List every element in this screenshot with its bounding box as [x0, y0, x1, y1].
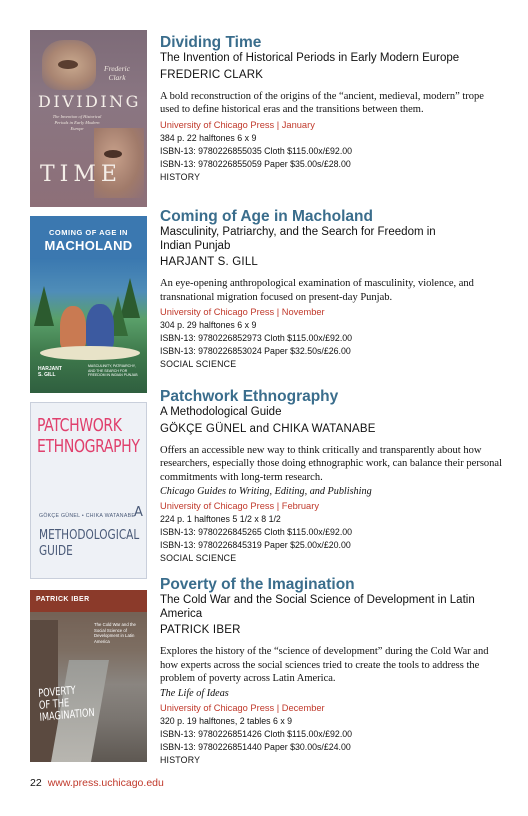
- cover-author: Frederic Clark: [104, 64, 130, 82]
- isbn-cloth: ISBN-13: 9780226852973 Cloth $115.00x/£92.00: [160, 333, 353, 343]
- book-subtitle: The Invention of Historical Periods in Early Modern Europe: [160, 52, 460, 64]
- cover-title: METHODOLOGICAL GUIDE: [39, 527, 140, 559]
- cover-art: [58, 60, 78, 69]
- cover-art: [34, 286, 54, 326]
- book-title[interactable]: Patchwork Ethnography: [160, 388, 339, 405]
- cover-title: POVERTY OF THE IMAGINATION: [37, 683, 95, 724]
- website-link[interactable]: www.press.uchicago.edu: [47, 777, 164, 789]
- book-cover[interactable]: [30, 402, 147, 579]
- cover-subtitle: MASCULINITY, PATRIARCHY, AND THE SEARCH FOR FREEDOM IN INDIAN PUNJAB: [88, 364, 138, 377]
- book-specs: 384 p. 22 halftones 6 x 9: [160, 132, 257, 143]
- cover-title: A: [134, 505, 143, 520]
- cover-author: GÖKÇE GÜNEL • CHIKA WATANABE: [39, 513, 136, 519]
- book-author: PATRICK IBER: [160, 624, 241, 636]
- subject-category: SOCIAL SCIENCE: [160, 553, 237, 563]
- book-info: [160, 576, 505, 767]
- book-description: An eye-opening anthropological examination of masculinity, violence, and transnational migration focused on present-day Punjab.: [160, 278, 474, 303]
- book-title[interactable]: Poverty of the Imagination: [160, 576, 355, 593]
- cover-title: TIME: [40, 162, 122, 187]
- book-cover[interactable]: [30, 590, 147, 762]
- book-specs: 320 p. 19 halftones, 2 tables 6 x 9: [160, 715, 293, 726]
- cover-title: COMING OF AGE IN: [49, 228, 128, 237]
- book-specs: 224 p. 1 halftones 5 1/2 x 8 1/2: [160, 514, 281, 524]
- subject-category: SOCIAL SCIENCE: [160, 359, 237, 369]
- isbn-paper: ISBN-13: 9780226851440 Paper $30.00s/£24.00: [160, 741, 351, 752]
- cover-author: PATRICK IBER: [36, 596, 90, 603]
- cover-art: [104, 150, 122, 158]
- isbn-paper: ISBN-13: 9780226855059 Paper $35.00s/£28.00: [160, 158, 351, 169]
- book-description: Explores the history of the “science of development” during the Cold War and how experts across the social sciences tried to create the tools to address the problem of poverty across Latin America.: [160, 646, 489, 684]
- book-cover[interactable]: [30, 216, 147, 393]
- book-subtitle: The Cold War and the Social Science of Development in Latin America: [160, 594, 475, 620]
- cover-title: PATCHWORK ETHNOGRAPHY: [37, 415, 140, 457]
- book-cover[interactable]: [30, 30, 147, 207]
- book-subtitle: Masculinity, Patriarchy, and the Search for Freedom in Indian Punjab: [160, 226, 436, 252]
- subject-category: HISTORY: [160, 171, 201, 182]
- book-info: [160, 388, 505, 565]
- book-author: FREDERIC CLARK: [160, 68, 264, 81]
- publisher-date: University of Chicago Press | February: [160, 501, 319, 511]
- book-info: [160, 34, 505, 184]
- cover-subtitle: The Cold War and the Social Science of Development in Latin America: [94, 622, 136, 644]
- book-description: Offers an accessible new way to think critically and transparently about how researchers, especially those doing ethnographic work, can balance their personal commitments with long-term research.: [160, 444, 502, 483]
- page-footer: [30, 776, 164, 790]
- book-subtitle: A Methodological Guide: [160, 406, 282, 418]
- publisher-date: University of Chicago Press | January: [160, 119, 315, 130]
- publisher-date: University of Chicago Press | November: [160, 307, 325, 317]
- cover-art: [86, 304, 114, 350]
- isbn-cloth: ISBN-13: 9780226855035 Cloth $115.00x/£92.00: [160, 145, 353, 156]
- book-info: [160, 208, 505, 371]
- book-series: Chicago Guides to Writing, Editing, and Publishing: [160, 486, 372, 497]
- book-title[interactable]: Coming of Age in Macholand: [160, 208, 373, 225]
- book-author: HARJANT S. GILL: [160, 256, 259, 268]
- publisher-date: University of Chicago Press | December: [160, 702, 325, 713]
- subject-category: HISTORY: [160, 754, 201, 765]
- isbn-cloth: ISBN-13: 9780226845265 Cloth $115.00x/£92.00: [160, 527, 353, 537]
- book-description: A bold reconstruction of the origins of the “ancient, medieval, modern” trope used to define historical eras and the transitions between them.: [160, 90, 484, 115]
- isbn-cloth: ISBN-13: 9780226851426 Cloth $115.00x/£92.00: [160, 728, 353, 739]
- cover-author: HARJANT S. GILL: [38, 366, 62, 378]
- cover-art: [40, 346, 140, 360]
- page-number: 22: [30, 777, 42, 789]
- cover-art: [60, 306, 86, 350]
- book-series: The Life of Ideas: [160, 687, 229, 699]
- cover-title: DIVIDING: [38, 92, 141, 111]
- cover-subtitle: The Invention of Historical Periods in Early Modern Europe: [52, 114, 102, 131]
- isbn-paper: ISBN-13: 9780226845319 Paper $25.00x/£20.00: [160, 540, 351, 550]
- book-specs: 304 p. 29 halftones 6 x 9: [160, 320, 257, 330]
- isbn-paper: ISBN-13: 9780226853024 Paper $32.50s/£26.00: [160, 346, 351, 356]
- book-author: GÖKÇE GÜNEL and CHIKA WATANABE: [160, 422, 376, 435]
- cover-title: MACHOLAND: [44, 238, 133, 253]
- book-title[interactable]: Dividing Time: [160, 34, 262, 51]
